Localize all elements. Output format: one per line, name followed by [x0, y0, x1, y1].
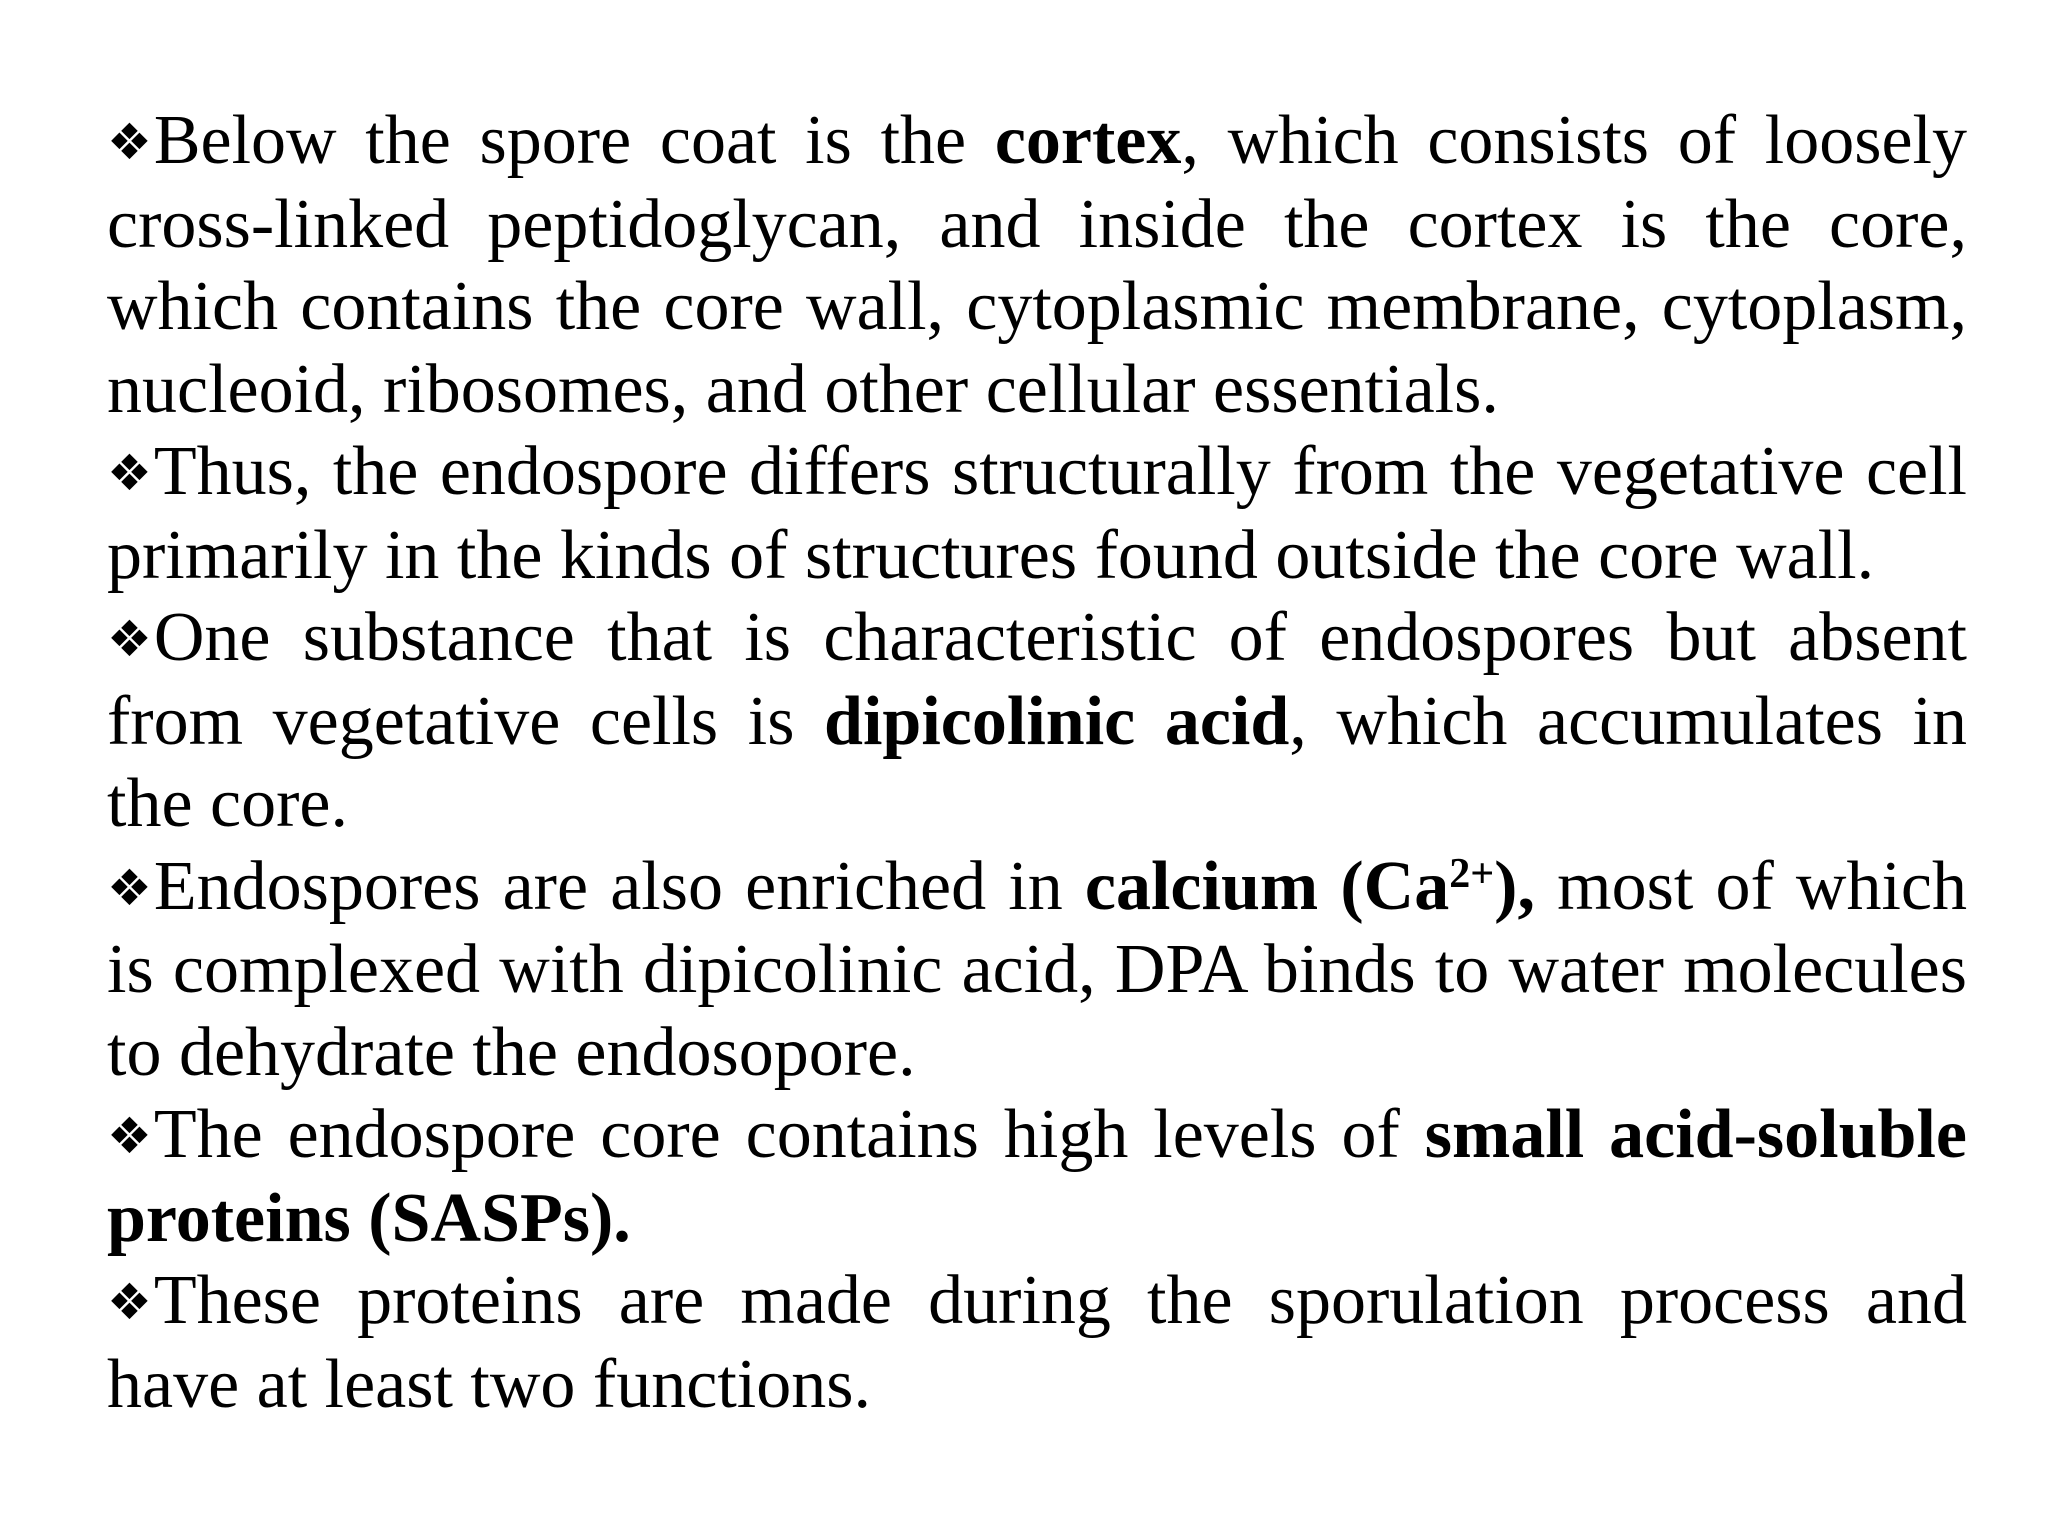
term-calcium-close: ),	[1494, 847, 1535, 925]
calcium-charge-superscript: 2+	[1449, 850, 1495, 897]
paragraph-4-text-end: most of which is complexed with dipicolinic acid, DPA binds to water molecules to dehydrate the endosopore.	[107, 847, 1967, 1091]
paragraph-5-text-start: The endospore core contains high levels of	[153, 1096, 1425, 1173]
paragraph-2-text: Thus, the endospore differs structurally from the vegetative cell primarily in the kinds of structures found outside the core wall.	[107, 433, 1967, 594]
paragraph-1-text-end: , which consists of loosely cross-linked peptidoglycan, and inside the cortex is the core, which contains the core wall, cytoplasmic membrane, cytoplasm, nucleoid, ribosomes, and other cellular essentials.	[107, 102, 1967, 428]
diamond-bullet-icon: ❖	[107, 113, 152, 171]
paragraph-3-text-end: , which accumulates in the core.	[107, 682, 1967, 842]
term-sasps: small acid-soluble proteins (SASPs).	[107, 1096, 1967, 1257]
bullet-paragraph-5	[107, 1094, 1967, 1260]
paragraph-6-text: These proteins are made during the sporulation process and have at least two functions.	[107, 1262, 1967, 1423]
bullet-paragraph-3	[107, 597, 1967, 846]
bullet-paragraph-1	[107, 100, 1967, 431]
term-calcium-label: calcium (Ca	[1084, 847, 1450, 925]
diamond-bullet-icon: ❖	[107, 858, 152, 917]
bullet-paragraph-4	[107, 846, 1967, 1095]
paragraph-3-text-start: One substance that is characteristic of endospores but absent from vegetative cells is	[107, 599, 1967, 760]
diamond-bullet-icon: ❖	[107, 1273, 152, 1331]
diamond-bullet-icon: ❖	[107, 1107, 152, 1165]
paragraph-1-text-start: Below the spore coat is the	[153, 102, 995, 179]
term-dipicolinic-acid: dipicolinic acid	[824, 682, 1290, 760]
bullet-paragraph-2	[107, 431, 1967, 597]
term-calcium	[1085, 848, 1535, 925]
paragraph-4-text-start: Endospores are also enriched in	[153, 847, 1085, 925]
term-cortex: cortex	[994, 102, 1182, 179]
diamond-bullet-icon: ❖	[107, 444, 152, 502]
slide-body	[107, 100, 1967, 1426]
diamond-bullet-icon: ❖	[107, 610, 152, 668]
bullet-paragraph-6	[107, 1260, 1967, 1426]
